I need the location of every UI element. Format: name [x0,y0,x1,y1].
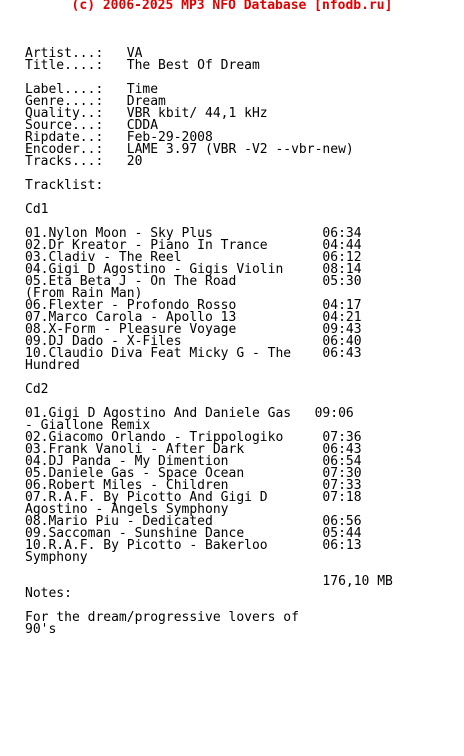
nfo-line: 05.Eta Beta J - On The Road 05:30 [25,274,362,289]
nfo-line: 04.DJ Panda - My Dimention 06:54 [25,454,362,469]
nfo-line: Notes: [25,586,72,601]
nfo-line: Cd1 [25,202,49,217]
nfo-line: Tracklist: [25,178,104,193]
nfo-line: Tracks...: 20 [25,154,143,169]
nfo-line: 176,10 MB [25,574,393,589]
nfo-line: 06.Flexter - Profondo Rosso 04:17 [25,298,362,313]
nfo-line: 05.Daniele Gas - Space Ocean 07:30 [25,466,362,481]
nfo-line: Quality..: VBR kbit/ 44,1 kHz [25,106,268,121]
nfo-line: Title....: The Best Of Dream [25,58,260,73]
nfo-line: 08.X-Form - Pleasure Voyage 09:43 [25,322,362,337]
nfo-text-body [25,48,393,636]
nfo-line: 02.Giacomo Orlando - Trippologiko 07:36 [25,430,362,445]
nfo-line: (From Rain Man) [25,286,143,301]
nfo-line: 02.Dr Kreator - Piano In Trance 04:44 [25,238,362,253]
nfo-line [25,192,393,204]
nfo-line: Cd2 [25,382,49,397]
nfo-line: Artist...: VA [25,46,143,61]
nfo-line: 04.Gigi D Agostino - Gigis Violin 08:14 [25,262,362,277]
nfo-line: 03.Frank Vanoli - After Dark 06:43 [25,442,362,457]
nfo-line: Symphony [25,550,88,565]
nfo-line: 10.R.A.F. By Picotto - Bakerloo 06:13 [25,538,362,553]
nfo-line: 01.Gigi D Agostino And Daniele Gas 09:06 [25,406,354,421]
nfo-line: 07.Marco Carola - Apollo 13 04:21 [25,310,362,325]
nfo-line: 90's [25,622,57,637]
site-header-title: (c) 2006-2025 MP3 NFO Database [nfodb.ru] [71,0,393,13]
nfo-line: 08.Mario Piu - Dedicated 06:56 [25,514,362,529]
nfo-line: Encoder..: LAME 3.97 (VBR -V2 --vbr-new) [25,142,354,157]
nfo-line: 10.Claudio Diva Feat Micky G - The 06:43 [25,346,362,361]
nfo-line: Source...: CDDA [25,118,159,133]
nfo-line: 09.Saccoman - Sunshine Dance 05:44 [25,526,362,541]
nfo-line: - Giallone Remix [25,418,151,433]
nfo-line: Agostino - Angels Symphony [25,502,229,517]
nfo-line: Genre....: Dream [25,94,166,109]
nfo-line: 06.Robert Miles - Children 07:33 [25,478,362,493]
nfo-line: Ripdate..: Feb-29-2008 [25,130,213,145]
nfo-line: 03.Cladiv - The Reel 06:12 [25,250,362,265]
nfo-line: Label....: Time [25,82,159,97]
nfo-line: Hundred [25,358,80,373]
nfo-line: 01.Nylon Moon - Sky Plus 06:34 [25,226,362,241]
nfo-line: 09.DJ Dado - X-Files 06:40 [25,334,362,349]
nfo-line [25,372,393,384]
nfo-line: For the dream/progressive lovers of [25,610,299,625]
nfo-line: 07.R.A.F. By Picotto And Gigi D 07:18 [25,490,362,505]
